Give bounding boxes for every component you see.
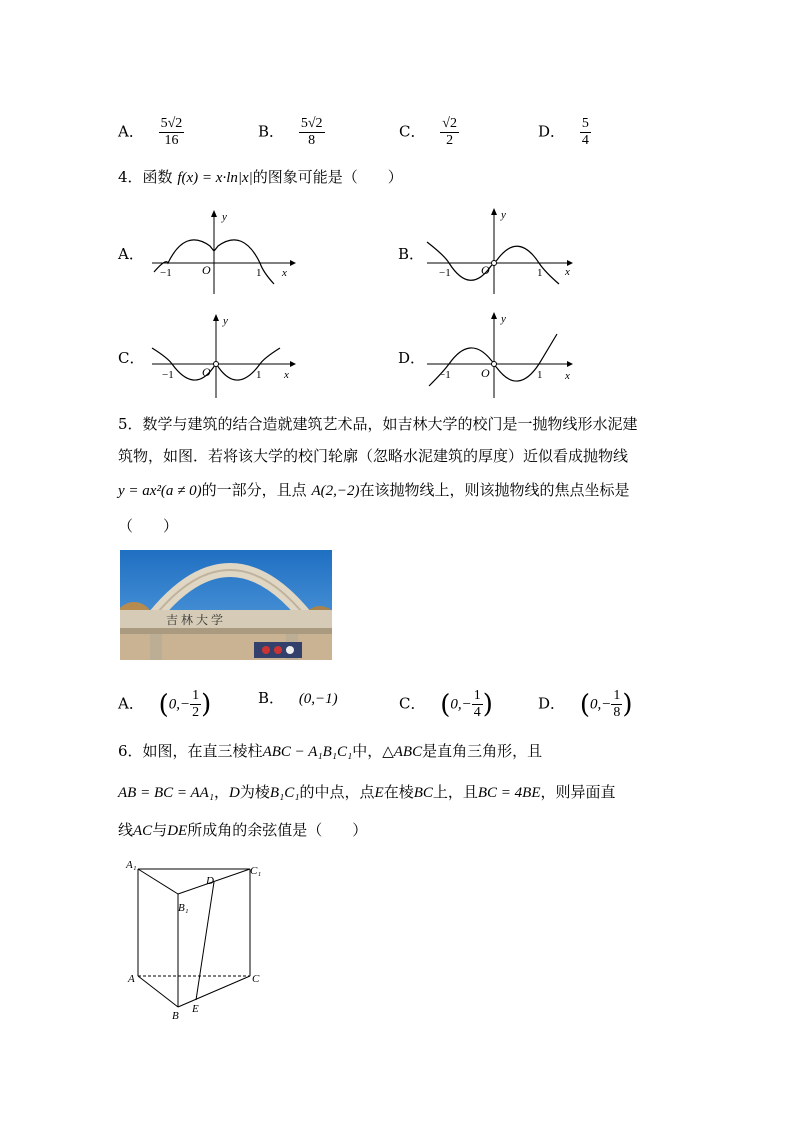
q4-graph-b <box>425 206 580 296</box>
svg-text:1: 1 <box>537 369 543 381</box>
svg-text:x: x <box>284 369 289 381</box>
svg-text:−1: −1 <box>439 267 451 279</box>
svg-text:O: O <box>481 263 490 277</box>
svg-text:A₁: A₁ <box>126 859 137 871</box>
svg-text:B: B <box>172 1010 179 1022</box>
q6-prism-figure <box>122 852 272 1024</box>
q4-graph-d <box>425 310 580 400</box>
svg-text:1: 1 <box>537 267 543 279</box>
svg-text:x: x <box>565 370 570 382</box>
q4-graph-c <box>150 312 300 400</box>
gate-sign: 吉 林 大 学 <box>166 613 224 627</box>
graph-a-origin: O <box>202 263 211 277</box>
q4-option-b-label: B． <box>398 245 425 263</box>
graph-a-x-label: x <box>282 267 287 279</box>
q4-option-d-label: D． <box>398 349 426 367</box>
svg-text:−1: −1 <box>439 369 451 381</box>
svg-text:−1: −1 <box>162 369 174 381</box>
q5-line1: 5．数学与建筑的结合造就建筑艺术品，如吉林大学的校门是一抛物线形水泥建 <box>118 415 638 433</box>
svg-text:C₁: C₁ <box>250 865 262 877</box>
svg-text:O: O <box>481 366 490 380</box>
svg-text:B₁: B₁ <box>178 902 189 914</box>
svg-text:y: y <box>501 209 506 221</box>
q5-option-b: B． (0,−1) <box>258 689 338 707</box>
graph-a-neg-one: −1 <box>160 267 172 279</box>
q5-option-d: D． (0,− $\frac{1}{8}$ ) <box>538 688 633 720</box>
svg-text:y: y <box>501 313 506 325</box>
svg-text:A: A <box>128 973 135 985</box>
q6-line2: AB = BC = AA₁，D为棱B₁C₁的中点，点E在棱BC上，且BC = 4BE，则异面直 <box>118 783 616 801</box>
q4-option-c-label: C． <box>118 349 145 367</box>
q5-line2: 筑物，如图．若将该大学的校门轮廓（忽略水泥建筑的厚度）近似看成抛物线 <box>118 447 629 465</box>
q5-gate-photo <box>120 550 332 660</box>
svg-text:O: O <box>202 365 211 379</box>
q5-line4: （ ） <box>118 517 179 535</box>
svg-text:1: 1 <box>256 369 262 381</box>
q5-option-c: C． (0,− $\frac{1}{4}$ ) <box>399 688 493 720</box>
graph-a-one: 1 <box>256 267 262 279</box>
q3-option-b: B． $\frac{5√2}{8}$ <box>258 116 323 148</box>
svg-text:C: C <box>252 973 260 985</box>
q3-option-a: A． $\frac{5√2}{16}$ <box>118 116 183 148</box>
q3-option-d: D． $\frac{5}{4}$ <box>538 116 589 148</box>
q4-stem: 4．函数 f(x) = x·ln|x|的图象可能是（ ） <box>118 168 403 186</box>
q6-line3: 线AC与DE所成角的余弦值是（ ） <box>118 821 368 839</box>
svg-text:y: y <box>223 315 228 327</box>
q4-graph-a <box>150 208 300 296</box>
svg-text:E: E <box>192 1003 199 1015</box>
graph-a-y-label: y <box>222 211 227 223</box>
q6-line1: 6．如图，在直三棱柱ABC − A₁B₁C₁中，△ABC是直角三角形，且 <box>118 742 543 760</box>
q5-line3: y = ax²(a ≠ 0)的一部分，且点 A(2,−2)在该抛物线上，则该抛物线的焦点坐标是 <box>118 481 630 499</box>
q4-option-a-label: A． <box>118 245 144 263</box>
q3-option-c: C． $\frac{√2}{2}$ <box>399 116 457 148</box>
q5-option-a: A． (0,− $\frac{1}{2}$ ) <box>118 688 212 720</box>
svg-text:D: D <box>206 875 214 887</box>
svg-text:x: x <box>565 266 570 278</box>
